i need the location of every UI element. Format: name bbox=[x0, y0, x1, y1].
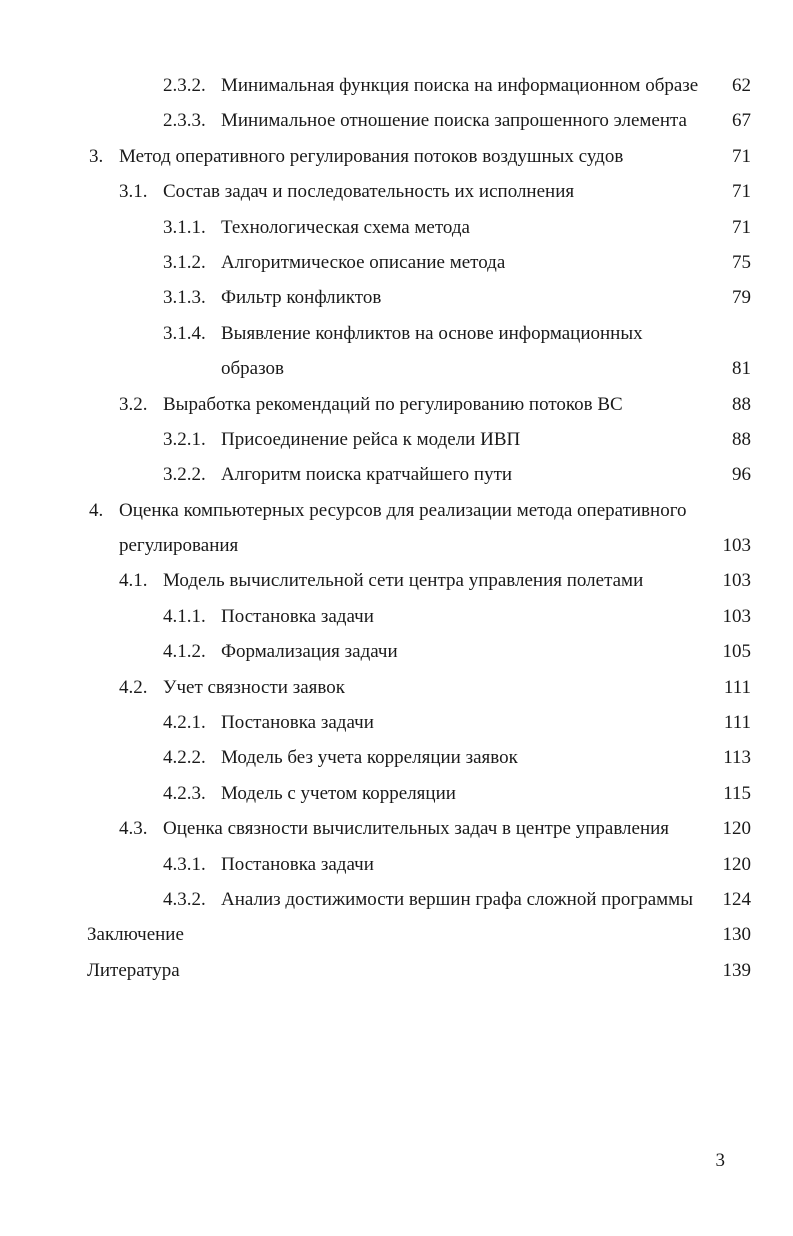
toc-entry-page: 124 bbox=[722, 888, 751, 910]
toc-entry-number: 2.3.2. bbox=[163, 75, 206, 96]
toc-entry-page: 105 bbox=[722, 641, 751, 663]
toc-entry bbox=[0, 316, 793, 351]
toc-entry-number: 3. bbox=[89, 145, 104, 167]
toc-entry-number: 4.2. bbox=[119, 676, 148, 698]
toc-entry bbox=[0, 68, 793, 103]
toc-entry-number: 3.1.1. bbox=[163, 216, 206, 238]
toc-entry-page: 113 bbox=[723, 747, 751, 769]
toc-entry bbox=[0, 599, 793, 634]
toc-entry bbox=[0, 139, 793, 174]
toc-entry-number: 4. bbox=[89, 499, 104, 521]
toc-entry-page: 81 bbox=[732, 358, 751, 380]
toc-entry-page: 79 bbox=[732, 287, 751, 309]
toc-entry-title: Модель без учета корреляции заявок bbox=[221, 747, 518, 769]
toc-entry-title: Присоединение рейса к модели ИВП bbox=[221, 428, 521, 450]
toc-entry-page: 71 bbox=[732, 216, 751, 238]
toc-entry bbox=[0, 422, 793, 457]
toc-entry-number: 4.3. bbox=[119, 818, 148, 840]
toc-entry-title: Метод оперативного регулирования потоков воздушных судов bbox=[119, 145, 624, 167]
toc-entry-page: 67 bbox=[732, 110, 751, 132]
toc-entry-title: Алгоритм поиска кратчайшего пути bbox=[221, 464, 513, 486]
toc-entry-number: 3.2. bbox=[119, 393, 148, 415]
toc-entry bbox=[0, 670, 793, 705]
toc-entry bbox=[0, 351, 793, 386]
toc-entry-page: 103 bbox=[722, 605, 751, 627]
page-number: 3 bbox=[715, 1150, 725, 1171]
toc-entry-title: Заключение bbox=[87, 924, 184, 946]
toc-entry bbox=[0, 210, 793, 245]
toc-entry-page: 88 bbox=[732, 428, 751, 450]
toc-entry-number: 3.2.1. bbox=[163, 428, 206, 450]
toc-entry-title: Выработка рекомендаций по регулированию потоков ВС bbox=[163, 393, 623, 415]
toc-entry-number: 4.3.2. bbox=[163, 888, 206, 910]
toc-entry-title: Минимальное отношение поиска запрошенного элемента bbox=[221, 110, 687, 132]
toc-entry bbox=[0, 174, 793, 209]
toc-entry bbox=[0, 811, 793, 846]
toc-entry-title: Модель вычислительной сети центра управления полетами bbox=[163, 570, 644, 592]
toc-entry-number: 3.1.2. bbox=[163, 251, 206, 273]
toc-entry bbox=[0, 634, 793, 669]
toc-entry bbox=[0, 776, 793, 811]
toc-entry-page: 120 bbox=[722, 818, 751, 840]
toc-entry-title: Постановка задачи bbox=[221, 605, 374, 627]
toc-entry bbox=[0, 387, 793, 422]
toc-entry-page: 103 bbox=[722, 535, 751, 557]
toc-entry-page: 75 bbox=[732, 251, 751, 273]
toc-entry-title: Формализация задачи bbox=[221, 641, 398, 663]
toc-entry bbox=[0, 280, 793, 315]
toc-entry bbox=[0, 953, 793, 988]
toc-entry bbox=[0, 740, 793, 775]
toc-entry-page: 88 bbox=[732, 393, 751, 415]
toc-entry-page: 130 bbox=[722, 924, 751, 946]
toc-entry-title: регулирования bbox=[119, 535, 239, 557]
toc-entry bbox=[0, 457, 793, 492]
toc-entry-title: Состав задач и последовательность их исполнения bbox=[163, 181, 575, 203]
toc-entry-title: Постановка задачи bbox=[221, 712, 374, 734]
toc-entry-number: 4.2.3. bbox=[163, 782, 206, 804]
table-of-contents bbox=[0, 68, 793, 988]
toc-entry bbox=[0, 245, 793, 280]
toc-entry-title: Постановка задачи bbox=[221, 853, 374, 875]
toc-entry-title: Выявление конфликтов на основе информационных bbox=[221, 322, 643, 344]
toc-entry-title: Литература bbox=[87, 959, 180, 981]
toc-entry-page: 71 bbox=[732, 145, 751, 167]
toc-entry-title: образов bbox=[221, 358, 284, 380]
toc-entry bbox=[0, 847, 793, 882]
toc-entry-title: Оценка компьютерных ресурсов для реализации метода оперативного bbox=[119, 499, 687, 521]
toc-entry-title: Модель с учетом корреляции bbox=[221, 782, 456, 804]
toc-entry bbox=[0, 705, 793, 740]
toc-entry-title: Анализ достижимости вершин графа сложной программы bbox=[221, 888, 693, 910]
toc-entry-number: 3.2.2. bbox=[163, 464, 206, 486]
toc-entry bbox=[0, 103, 793, 138]
toc-entry-page: 120 bbox=[722, 853, 751, 875]
toc-entry-number: 4.1. bbox=[119, 570, 148, 592]
toc-entry-page: 103 bbox=[722, 570, 751, 592]
toc-entry-title: Технологическая схема метода bbox=[221, 216, 470, 238]
toc-entry-number: 3.1. bbox=[119, 181, 148, 203]
toc-entry bbox=[0, 493, 793, 528]
toc-entry bbox=[0, 917, 793, 952]
toc-entry-title: Фильтр конфликтов bbox=[221, 287, 382, 309]
toc-entry bbox=[0, 882, 793, 917]
toc-entry-number: 4.2.2. bbox=[163, 747, 206, 769]
toc-entry-number: 3.1.4. bbox=[163, 322, 206, 344]
toc-entry-title: Оценка связности вычислительных задач в центре управления bbox=[163, 818, 670, 840]
toc-entry-page: 96 bbox=[732, 464, 751, 486]
toc-entry-page: 111 bbox=[723, 676, 751, 698]
toc-entry-number: 4.2.1. bbox=[163, 712, 206, 734]
toc-entry-page: 71 bbox=[732, 181, 751, 203]
toc-entry-page: 139 bbox=[722, 959, 751, 981]
toc-entry-page: 115 bbox=[723, 782, 751, 804]
toc-entry-number: 4.3.1. bbox=[163, 853, 206, 875]
toc-entry-title: Минимальная функция поиска на информационном образе bbox=[221, 75, 699, 96]
toc-entry-page: 62 bbox=[732, 75, 751, 96]
toc-entry-number: 4.1.2. bbox=[163, 641, 206, 663]
toc-entry-title: Учет связности заявок bbox=[163, 676, 345, 698]
toc-entry-number: 2.3.3. bbox=[163, 110, 206, 132]
toc-entry bbox=[0, 563, 793, 598]
toc-entry bbox=[0, 528, 793, 563]
toc-entry-page: 111 bbox=[723, 712, 751, 734]
toc-entry-title: Алгоритмическое описание метода bbox=[221, 251, 506, 273]
toc-entry-number: 4.1.1. bbox=[163, 605, 206, 627]
toc-entry-number: 3.1.3. bbox=[163, 287, 206, 309]
